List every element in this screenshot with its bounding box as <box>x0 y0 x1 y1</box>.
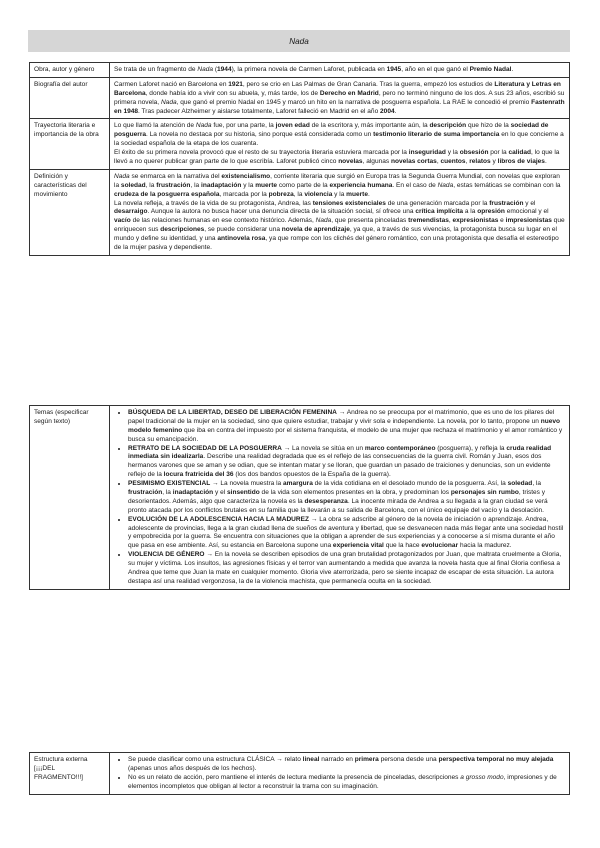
row-label: Temas (especificar según texto) <box>30 406 110 590</box>
row-content <box>110 63 570 78</box>
row-label: Obra, autor y género <box>30 63 110 78</box>
paragraph: Se trata de un fragmento de Nada (1944), la primera novela de Carmen Laforet, publicada en 1945, año en el que ganó el Premio Nadal. <box>114 66 514 73</box>
row-definicion <box>30 169 570 255</box>
document-title: Nada <box>28 30 570 52</box>
list-item: • VIOLENCIA DE GÉNERO → En la novela se describen episodios de una gran brutalidad protagonizados por Juan, que maltrata cruelmente a Gloria, su mujer y víctima. Los insultos, las agresiones físicas y el terror van aumentando a medida que avanza la novela hasta que al final Gloria confiesa a Andrea que teme que Juan la mate en cualquier momento. Gloria vive aterrorizada, pero se siente incapaz de escapar de esta situación. La autora destapa así una realidad vergonzosa, la de la violencia machista, que permanecía oculta en la sociedad. <box>128 551 565 587</box>
list-item: • RETRATO DE LA SOCIEDAD DE LA POSGUERRA → La novela se sitúa en un marco contemporáneo (posguerra), y refleja la cruda realidad inmediata sin idealizarla. Describe una realidad degradada que es el reflejo de las consecuencias de la guerra civil. Román y Juan, esos dos hermanos varones que se aman y se odian, que se intentan matar y se lloran, que guardan un pasado de traiciones y denuncias, son un evidente reflejo de la locura fratricida del 36 (los dos bandos opuestos de la España de la guerra). <box>128 445 565 481</box>
paragraph: Lo que llamó la atención de Nada fue, por una parte, la joven edad de la escritora y, más importante aún, la descripción que hizo de la sociedad de posguerra. La novela no destaca por su historia, sino porque está considerada como un testimonio literario de suma importancia en lo que concierne a la sociedad española de la etapa de los cuarenta. <box>114 122 564 148</box>
row-estructura <box>30 753 570 795</box>
info-table <box>29 62 570 256</box>
row-obra <box>30 63 570 78</box>
row-label: Trayectoria literaria e importancia de la obra <box>30 119 110 169</box>
row-label: Biografía del autor <box>30 77 110 119</box>
structure-list <box>114 756 565 792</box>
row-content <box>110 753 570 795</box>
list-item: • No es un relato de acción, pero mantiene el interés de lectura mediante la presencia de pinceladas, descripciones a grosso modo, impresiones y de elementos incompletos que obligan al lector a reconstruir la trama con su imaginación. <box>128 774 565 792</box>
paragraph: Nada se enmarca en la narrativa del existencialismo, corriente literaria que surgió en Europa tras la Segunda Guerra Mundial, con novelas que exploran la soledad, la frustración, la inadaptación y la muerte como parte de la experiencia humana. En el caso de Nada, estas temáticas se combinan con la crudeza de la posguerra española, marcada por la pobreza, la violencia y la muerte. <box>114 172 561 198</box>
themes-table <box>29 405 570 590</box>
row-content <box>110 406 570 590</box>
row-content <box>110 77 570 119</box>
paragraph: La novela refleja, a través de la vida de su protagonista, Andrea, las tensiones existenciales de una generación marcada por la frustración y el desarraigo. Aunque la autora no busca hacer una denuncia directa de la situación social, sí ofrece una crítica implícita a la opresión emocional y el vacío de las relaciones humanas en ese contexto histórico. Además, Nada, que presenta pinceladas tremendistas, expresionistas e impresionistas que enriquecen sus descripciones, se puede considerar una novela de aprendizaje, ya que, a través de sus vivencias, la protagonista busca su lugar en el mundo y define su identidad, y una antinovela rosa, ya que rompe con los clichés del género romántico, con una protagonista que desafía el estereotipo de la mujer pasiva y dependiente. <box>114 199 565 252</box>
row-trayectoria <box>30 119 570 169</box>
list-item: • Se puede clasificar como una estructura CLÁSICA → relato lineal narrado en primera persona desde una perspectiva temporal no muy alejada (apenas unos años después de los hechos). <box>128 756 565 774</box>
row-content <box>110 119 570 169</box>
row-label: Estructura externa [¡¡¡DEL FRAGMENTO!!!] <box>30 753 110 795</box>
structure-table <box>29 752 570 795</box>
themes-list <box>114 409 565 587</box>
row-label: Definición y características del movimiento <box>30 169 110 255</box>
row-content <box>110 169 570 255</box>
paragraph: El éxito de su primera novela provocó que el resto de su trayectoria literaria estuviera marcada por la inseguridad y la obsesión por la calidad, lo que la llevó a no querer publicar gran parte de lo que escribía. Laforet publicó cinco novelas, algunas novelas cortas, cuentos, relatos y libros de viajes. <box>114 149 560 166</box>
list-item: • EVOLUCIÓN DE LA ADOLESCENCIA HACIA LA MADUREZ → La obra se adscribe al género de la novela de iniciación o aprendizaje. Andrea, adolescente de provincias, llega a la gran ciudad llena de sueños de aventura y libertad, que se desvanecen nada más llegar ante una sociedad hostil y empobrecida por la guerra. Se encuentra con situaciones que la obligan a aprender de sus experiencias y a conocerse a sí misma durante el año que pasa en ese ambiente. Así, su estancia en Barcelona supone una experiencia vital que la hace evolucionar hacia la madurez. <box>128 516 565 552</box>
list-item: • BÚSQUEDA DE LA LIBERTAD, DESEO DE LIBERACIÓN FEMENINA → Andrea no se preocupa por el matrimonio, que es uno de los pilares del papel tradicional de la mujer en la sociedad, sino que quiere estudiar, trabajar y vivir sola e independiente. La novela, por lo tanto, propone un nuevo modelo femenino que iba en contra del impuesto por el sistema franquista, el modelo de una mujer que rechaza el matrimonio y el amor romántico y busca su emancipación. <box>128 409 565 445</box>
paragraph: Carmen Laforet nació en Barcelona en 1921, pero se crio en Las Palmas de Gran Canaria. Tras la guerra, empezó los estudios de Literatura y Letras en Barcelona, donde había ido a vivir con su abuela, y, más tarde, los de Derecho en Madrid, pero no terminó ninguno de los dos. A sus 23 años, escribió su primera novela, Nada, que ganó el premio Nadal en 1945 y marcó un hito en la narrativa de posguerra española. La RAE le concedió el premio Fastenrath en 1948. Tras padecer Alzheimer y aislarse totalmente, Laforet falleció en Madrid en el año 2004. <box>114 80 565 115</box>
list-item: • PESIMISMO EXISTENCIAL → La novela muestra la amargura de la vida cotidiana en el desolado mundo de la posguerra. Así, la soledad, la frustración, la inadaptación y el sinsentido de la vida son elementos presentes en la obra, y predominan los personajes sin rumbo, tristes y desorientados. Además, algo que caracteriza la novela es la desesperanza. La inocente mirada de Andrea a su llegada a la gran ciudad se verá pronto atacada por los conflictos brutales en su familia que la llevarán a su salida de Barcelona, con el único equipaje del vacío y la desolación. <box>128 480 565 516</box>
row-biografia <box>30 77 570 119</box>
row-temas <box>30 406 570 590</box>
